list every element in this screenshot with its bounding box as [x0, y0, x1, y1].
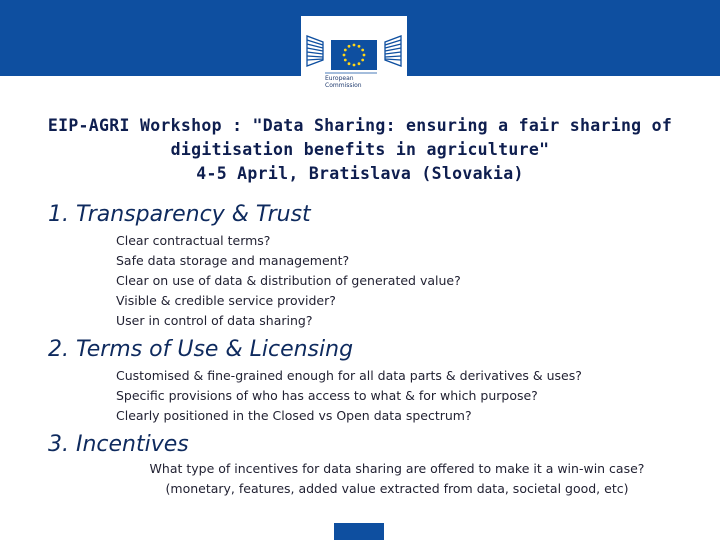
incentives-text: [112, 459, 682, 499]
logo-line-commission: Commission: [325, 82, 362, 89]
list-item: Customised & fine-grained enough for all data parts & derivatives & uses?: [116, 368, 582, 383]
logo-line-european: European: [325, 75, 354, 82]
terms-list: [116, 366, 582, 426]
section-heading-incentives: 3. Incentives: [48, 432, 189, 457]
list-item: Clearly positioned in the Closed vs Open data spectrum?: [116, 408, 472, 423]
section-heading-terms: 2. Terms of Use & Licensing: [48, 337, 354, 362]
incentives-line-1: What type of incentives for data sharing are offered to make it a win-win case?: [149, 461, 645, 476]
ec-building-flag-icon: [301, 16, 407, 102]
list-item: Clear contractual terms?: [116, 233, 271, 248]
footer-bar: [334, 523, 384, 540]
list-item: Safe data storage and management?: [116, 253, 350, 268]
title-line-1: EIP-AGRI Workshop : "Data Sharing: ensuring a fair sharing of: [47, 116, 673, 135]
list-item: Visible & credible service provider?: [116, 293, 336, 308]
list-item: User in control of data sharing?: [116, 313, 313, 328]
logo-wordmark: [325, 75, 395, 89]
incentives-line-2: (monetary, features, added value extracted from data, societal good, etc): [165, 481, 629, 496]
list-item: Specific provisions of who has access to what & for which purpose?: [116, 388, 538, 403]
title-line-2: digitisation benefits in agriculture": [170, 140, 550, 159]
title-line-3: 4-5 April, Bratislava (Slovakia): [196, 164, 524, 183]
page-title: [0, 114, 720, 186]
transparency-list: [116, 231, 461, 331]
european-commission-logo: [301, 16, 407, 102]
section-heading-transparency: 1. Transparency & Trust: [48, 202, 311, 227]
list-item: Clear on use of data & distribution of generated value?: [116, 273, 461, 288]
